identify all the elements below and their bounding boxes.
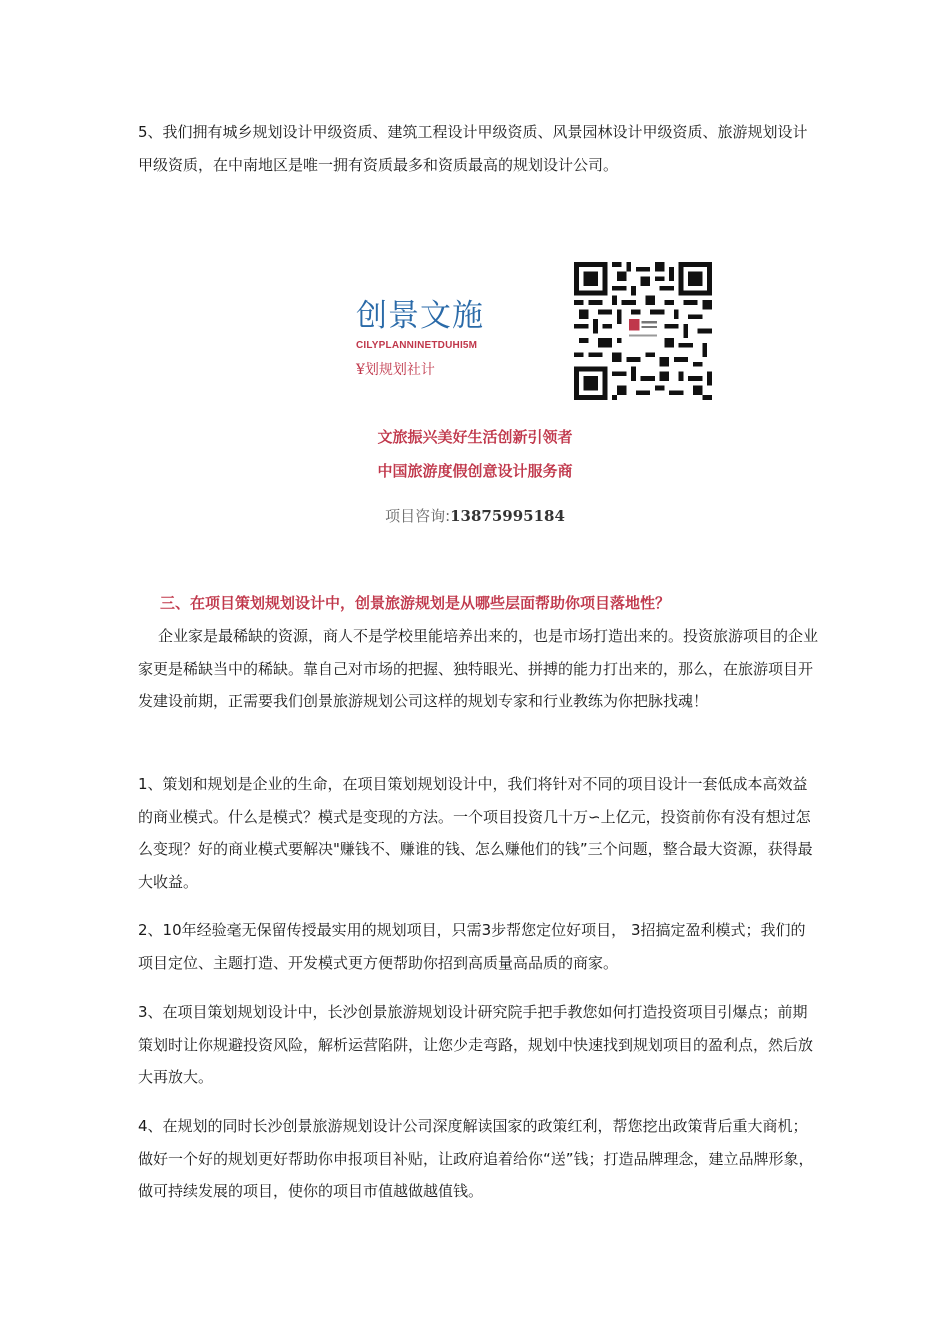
logo-title: 创景文施 (356, 298, 484, 334)
company-logo (356, 296, 516, 379)
paragraph-item-5: 5、我们拥有城乡规划设计甲级资质、建筑工程设计甲级资质、风景园林设计甲级资质、旅游规划设计甲级资质，在中南地区是唯一拥有资质最多和资质最高的规划设计公司。 (138, 123, 808, 174)
paragraph-intro: 企业家是最稀缺的资源，商人不是学校里能培养出来的，也是市场打造出来的。投资旅游项目的企业家更是稀缺当中的稀缺。靠自己对市场的把握、独特眼光、拼搏的能力打出来的，那么，在旅游项目开发建设前期，正需要我们创景旅游规划公司这样的规划专家和行业教练为你把脉找魂！ (138, 627, 819, 710)
paragraph-item-4: 4、在规划的同时长沙创景旅游规划设计公司深度解读国家的政策红利，帮您挖出政策背后重大商机；做好一个好的规划更好帮助你申报项目补贴，让政府追着给你“送”钱；打造品牌理念，建立品牌形象，做可持续发展的项目，使你的项目市值越做越值钱。 (138, 1117, 814, 1200)
paragraph-item-3: 3、在项目策划规划设计中，长沙创景旅游规划设计研究院手把手教您如何打造投资项目引爆点；前期策划时让你规避投资风险，解析运营陷阱，让您少走弯路，规划中快速找到规划项目的盈利点，然后放大再放大。 (138, 1003, 814, 1086)
section-heading-3: 三、在项目策划规划设计中，创景旅游规划是从哪些层面帮助你项目落地性？ (160, 594, 671, 612)
logo-subtitle: ¥划规划社计 (356, 362, 435, 378)
paragraph-item-1: 1、策划和规划是企业的生命，在项目策划规划设计中，我们将针对不同的项目设计一套低成本高效益的商业模式。什么是模式？模式是变现的方法。一个项目投资几十万∽上亿元，投资前你有没有想过怎么变现？好的商业模式要解决"赚钱不、赚谁的钱、怎么赚他们的钱”三个问题，整合最大资源，获得最大收益。 (138, 775, 813, 891)
paragraph-item-2: 2、10年经验毫无保留传授最实用的规划项目，只需3步帮您定位好项目， 3招搞定盈利模式；我们的项目定位、主题打造、开发模式更方便帮助你招到高质量高品质的商家。 (138, 921, 806, 972)
consult-label: 项目咨询: (385, 507, 451, 525)
slogan-line-1: 文旅振兴美好生活创新引领者 (377, 428, 573, 446)
qr-code-icon (574, 262, 712, 400)
consult-line (0, 505, 950, 526)
slogan-line-2: 中国旅游度假创意设计服务商 (377, 462, 573, 480)
logo-english-text: CILYPLANNINETDUHI5M (356, 340, 478, 351)
consult-phone-number: 13875995184 (450, 507, 565, 525)
